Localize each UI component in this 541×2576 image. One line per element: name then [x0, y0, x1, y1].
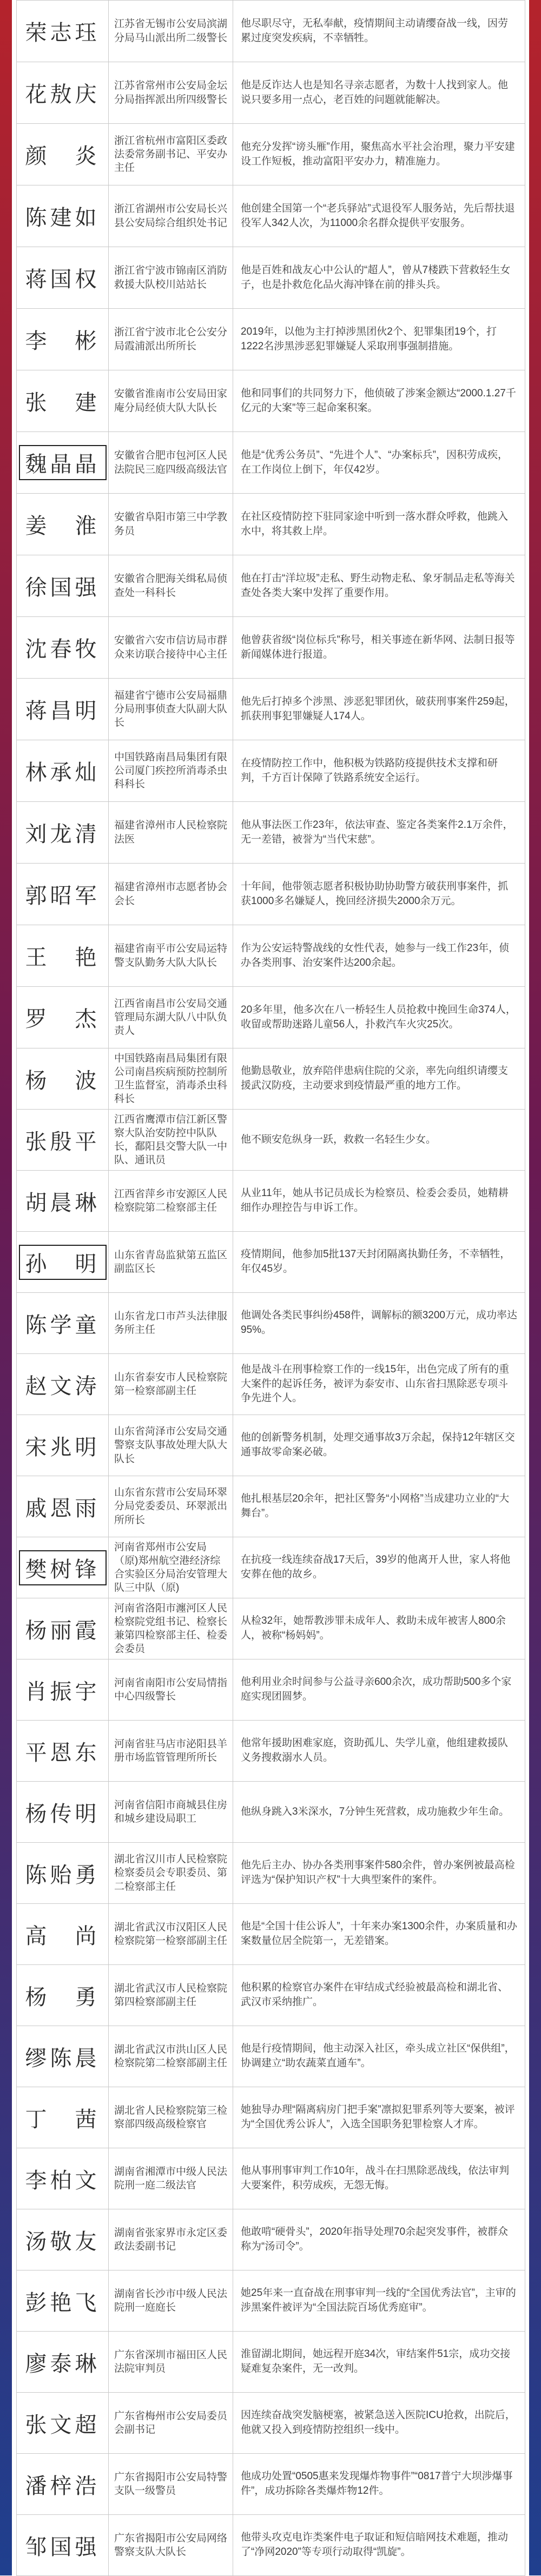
work-unit-text: 湖北省武汉市人民检察院第四检察部副主任	[114, 1982, 228, 2008]
unit-cell	[109, 1354, 233, 1415]
name-cell	[17, 247, 109, 309]
table-row	[17, 1721, 525, 1782]
deed-text: 他成功处置“0505惠来发现爆炸物事件”“0817普宁大坝涉爆事件”，成功拆除各类爆炸物12件。	[241, 2471, 513, 2497]
name-cell	[17, 2393, 109, 2454]
name-cell	[17, 925, 109, 987]
work-unit-text: 湖北省汉川市人民检察院检察委员会专职委员、第二检察部主任	[114, 1854, 228, 1893]
work-unit-text: 浙江省湖州市公安局长兴县公安局综合组织处书记	[114, 203, 228, 229]
person-name: 胡晨琳	[25, 1190, 100, 1216]
table-row	[17, 1354, 525, 1415]
table-row	[17, 309, 525, 370]
deed-text: 在疫情防控工作中，他积极为铁路防疫提供技术支撑和研判，千方百计保障了铁路系统安全运行。	[241, 757, 498, 784]
table-row	[17, 432, 525, 494]
work-unit-text: 河南省郑州市公安局（原)郑州航空港经济综合实验区分局治安管理大队三中队（原)	[114, 1541, 228, 1594]
table-row	[17, 62, 525, 124]
deed-cell	[233, 185, 525, 247]
table-row	[17, 1, 525, 62]
unit-cell	[109, 2515, 233, 2576]
table-row	[17, 2393, 525, 2454]
unit-cell	[109, 1598, 233, 1659]
table-row	[17, 185, 525, 247]
deed-text: 因连续奋战突发脑梗塞，被紧急送入医院ICU抢救，出院后，他就又投入到疫情防控组织一线中。	[241, 2409, 516, 2435]
unit-cell	[109, 2026, 233, 2087]
person-name: 赵文涛	[25, 1373, 100, 1399]
table-row	[17, 2209, 525, 2270]
honor-roll-sheet	[16, 0, 525, 2575]
deed-text: 他常年援助困难家庭，资助孤儿、失学儿童，他组建救援队义务搜救溺水人员。	[241, 1737, 509, 1763]
honor-roll-table	[16, 0, 525, 2576]
work-unit-text: 广东省深圳市福田区人民法院审判员	[114, 2349, 228, 2374]
name-cell	[17, 987, 109, 1048]
deed-text: 他是战斗在刑事检察工作的一线15年，出色完成了所有的重大案件的起诉任务，被评为泰安市、山东省扫黑除恶专项斗争先进个人。	[241, 1364, 510, 1404]
table-row	[17, 1110, 525, 1171]
unit-cell	[109, 432, 233, 494]
deed-cell	[233, 1965, 525, 2026]
table-row	[17, 1171, 525, 1232]
name-cell	[17, 309, 109, 370]
person-name: 蒋国权	[25, 267, 100, 292]
deed-text: 他勤恳敬业，放弃陪伴患病住院的父亲，率先向组织请缨支援武汉防疫，主动要求到疫情最严重的地方工作。	[241, 1065, 509, 1091]
deed-cell	[233, 2270, 525, 2332]
deed-text: 2019年，以他为主打掉涉黑团伙2个、犯罪集团19个，打1222名涉黑涉恶犯罪嫌疑人采取刑事强制措施。	[241, 326, 497, 352]
name-cell	[17, 864, 109, 925]
work-unit-text: 福建省南平市公安局运特警支队勤务大队大队长	[114, 943, 228, 968]
deed-text: 他先后打掉多个涉黑、涉恶犯罪团伙，破获刑事案件259起，抓获刑事犯罪嫌疑人174人。	[241, 695, 515, 722]
work-unit-text: 山东省泰安市人民检察院第一检察部副主任	[114, 1371, 228, 1397]
person-name: 荣志珏	[25, 21, 100, 45]
name-cell	[17, 1965, 109, 2026]
left-decorative-band	[0, 0, 12, 2575]
unit-cell	[109, 679, 233, 740]
deed-text: 他从事刑事审判工作10年，战斗在扫黑除恶战线，依法审判大要案件，积劳成疾，无怨无悔。	[241, 2165, 510, 2191]
work-unit-text: 湖北省武汉市洪山区人民检察院第二检察部副主任	[114, 2043, 228, 2069]
table-row	[17, 802, 525, 864]
deed-cell	[233, 555, 525, 617]
person-name: 肖振宇	[25, 1679, 100, 1704]
work-unit-text: 江西省南昌市公安局交通管理局东湖大队八中队负责人	[114, 998, 228, 1037]
person-name: 林承灿	[25, 760, 100, 785]
deed-cell	[233, 617, 525, 679]
work-unit-text: 山东省青岛监狱第五监区副监区长	[114, 1249, 228, 1274]
table-row	[17, 925, 525, 987]
unit-cell	[109, 370, 233, 432]
deed-text: 作为公安运特警战线的女性代表，她参与一线工作23年，侦办各类刑事、治安案件达200余起。	[241, 942, 510, 968]
name-cell	[17, 679, 109, 740]
deed-cell	[233, 1598, 525, 1659]
deed-text: 他是行疫情期间，他主动深入社区，牵头成立社区“保供组”，协调建立“助农蔬菜直通车”。	[241, 2043, 515, 2069]
table-row	[17, 555, 525, 617]
deed-text: 20多年里，他多次在八一桥轻生人员抢救中挽回生命374人，收留或帮助迷路儿童56人，扑救汽车火灾25次。	[241, 1004, 516, 1030]
person-name: 李 彬	[25, 329, 100, 354]
person-name: 陈建如	[25, 205, 100, 230]
deed-cell	[233, 370, 525, 432]
deed-text: 他尽职尽守，无私奉献，疫情期间主动请缨奋战一线，因劳累过度突发疾病，不幸牺牲。	[241, 17, 509, 44]
name-cell	[17, 1048, 109, 1110]
name-cell	[17, 2209, 109, 2270]
name-cell	[17, 494, 109, 555]
person-name: 缪陈晨	[25, 2046, 100, 2071]
deed-text: 在社区疫情防控下驻同家途中听到一落水群众呼救，他跳入水中，将其救上岸。	[241, 510, 509, 537]
table-row	[17, 1965, 525, 2026]
person-name: 沈春牧	[25, 637, 100, 662]
deed-cell	[233, 2454, 525, 2515]
unit-cell	[109, 1048, 233, 1110]
deed-cell	[233, 1782, 525, 1843]
deed-cell	[233, 1, 525, 62]
deed-text: 十年间，他带领志愿者积极协助协助警方破获刑事案件，抓获1000多名嫌疑人，挽回经济损失2000余万元。	[241, 880, 509, 907]
person-name: 罗 杰	[25, 1007, 100, 1032]
unit-cell	[109, 1110, 233, 1171]
person-name: 花敖庆	[25, 82, 100, 107]
unit-cell	[109, 185, 233, 247]
table-row	[17, 2087, 525, 2148]
person-name: 廖泰琳	[25, 2351, 100, 2376]
unit-cell	[109, 740, 233, 802]
deed-cell	[233, 62, 525, 124]
name-cell	[17, 2454, 109, 2515]
work-unit-text: 广东省揭阳市公安局特警支队一级警员	[114, 2471, 228, 2497]
work-unit-text: 河南省洛阳市瀍河区人民检察院党组书记、检察长兼第四检察部主任、检委会委员	[114, 1602, 228, 1655]
person-name: 陈学童	[25, 1312, 100, 1338]
deed-text: 淮留湖北期间，她远程开庭34次，审结案件51宗，成功交接疑难复杂案件，无一改判。	[241, 2348, 511, 2374]
name-cell	[17, 370, 109, 432]
unit-cell	[109, 802, 233, 864]
work-unit-text: 河南省南阳市公安局情指中心四级警长	[114, 1677, 228, 1702]
work-unit-text: 中国铁路南昌局集团有限公司南昌疾病预防控制所卫生监督室，消毒杀虫科科长	[114, 1052, 228, 1105]
unit-cell	[109, 309, 233, 370]
deed-cell	[233, 1843, 525, 1904]
deed-text: 他是反诈达人也是知名寻亲志愿者，为数十人找到家人。他说只要多用一点心，老百姓的问题就能解决。	[241, 79, 509, 105]
work-unit-text: 福建省漳州市志愿者协会会长	[114, 881, 228, 907]
name-cell	[17, 2026, 109, 2087]
table-row	[17, 1537, 525, 1598]
unit-cell	[109, 2087, 233, 2148]
deed-text: 他创建全国第一个“老兵驿站”式退役军人服务站，先后帮扶退役军人342人次，为11000余名群众提供平安服务。	[241, 202, 515, 229]
deed-cell	[233, 2515, 525, 2576]
person-name: 姜 淮	[25, 514, 100, 539]
work-unit-text: 福建省宁德市公安局福鼎分局刑事侦查大队副大队长	[114, 689, 228, 729]
unit-cell	[109, 1537, 233, 1598]
deed-cell	[233, 1721, 525, 1782]
person-name: 刘龙清	[25, 822, 100, 847]
name-cell	[17, 1659, 109, 1721]
unit-cell	[109, 494, 233, 555]
name-cell	[17, 1, 109, 62]
table-row	[17, 1415, 525, 1476]
deed-cell	[233, 432, 525, 494]
name-cell	[17, 1354, 109, 1415]
table-row	[17, 864, 525, 925]
person-name: 张殷平	[25, 1129, 100, 1154]
deed-cell	[233, 1415, 525, 1476]
deed-text: 他先后主办、协办各类刑事案件580余件，曾办案例被最高检评选为“保护知识产权”十大典型案件的案件。	[241, 1860, 515, 1885]
deed-text: 他不顾安危纵身一跃，救救一名轻生少女。	[241, 1133, 437, 1145]
unit-cell	[109, 1476, 233, 1537]
deed-text: 她独导办理“隔离病房门把手案”凛拟犯罪系列等大要案，被评为“全国优秀公诉人”，入选全国职务犯罪检察人才库。	[241, 2104, 515, 2130]
unit-cell	[109, 555, 233, 617]
deed-cell	[233, 1537, 525, 1598]
table-row	[17, 679, 525, 740]
person-name: 杨 勇	[25, 1984, 100, 2010]
deed-text: 他调处各类民事纠纷458件，调解标的额3200万元，成功率达95%。	[241, 1310, 517, 1336]
work-unit-text: 福建省漳州市人民检察院法医	[114, 820, 228, 845]
unit-cell	[109, 2393, 233, 2454]
deed-text: 他是“优秀公务员”、“先进个人”、“办案标兵”，因积劳成疾，在工作岗位上倒下，年仅42岁。	[241, 449, 508, 475]
unit-cell	[109, 987, 233, 1048]
deed-text: 他曾获省级“岗位标兵”称号，相关事迹在新华网、法制日报等新闻媒体进行报道。	[241, 634, 515, 660]
work-unit-text: 浙江省杭州市富阳区委政法委常务副书记、平安办主任	[114, 135, 228, 174]
person-name: 汤敬友	[25, 2229, 100, 2254]
person-name: 李柏文	[25, 2168, 100, 2193]
deed-cell	[233, 740, 525, 802]
deed-text: 他利用业余时间参与公益寻亲600余次，成功帮助500多个家庭实现团圆梦。	[241, 1676, 512, 1702]
table-row	[17, 987, 525, 1048]
name-cell	[17, 1598, 109, 1659]
table-row	[17, 1782, 525, 1843]
deed-text: 在抗疫一线连续奋战17天后，39岁的他离开人世，家人将他安葬在他的故乡。	[241, 1554, 511, 1580]
work-unit-text: 广东省梅州市公安局委员会副书记	[114, 2410, 228, 2435]
name-cell	[17, 1415, 109, 1476]
name-cell	[17, 1476, 109, 1537]
person-name: 张文超	[25, 2412, 100, 2438]
unit-cell	[109, 2270, 233, 2332]
deed-cell	[233, 1048, 525, 1110]
name-cell	[17, 2148, 109, 2209]
table-row	[17, 1232, 525, 1293]
deed-text: 他和同事们的共同努力下，他侦破了涉案金额达“2000.1.27千亿元的大案”等三起命案积案。	[241, 387, 516, 414]
deed-text: 疫情期间，他参加5批137天封闭隔离执勤任务，不幸牺牲，年仅45岁。	[241, 1249, 511, 1274]
work-unit-text: 河南省信阳市商城县住房和城乡建设局职工	[114, 1799, 228, 1824]
unit-cell	[109, 62, 233, 124]
table-row	[17, 1048, 525, 1110]
deed-cell	[233, 1171, 525, 1232]
deed-cell	[233, 247, 525, 309]
deed-text: 他是“全国十佳公诉人”，十年来办案1300余件，办案质量和办案数量位居全院第一，无差错案。	[241, 1921, 517, 1947]
deed-cell	[233, 987, 525, 1048]
work-unit-text: 山东省龙口市芦头法律服务所主任	[114, 1310, 228, 1336]
deed-cell	[233, 802, 525, 864]
deed-text: 他是百姓和战友心中公认的“超人”，曾从7楼跌下营救轻生女子，也是扑救危化品火海冲锋在前的排头兵。	[241, 264, 511, 290]
work-unit-text: 安徽省合肥市包河区人民法院民三庭四级高级法官	[114, 450, 228, 475]
name-cell	[17, 1782, 109, 1843]
person-name: 魏晶晶	[19, 445, 107, 480]
deed-cell	[233, 309, 525, 370]
deed-cell	[233, 2393, 525, 2454]
unit-cell	[109, 1965, 233, 2026]
work-unit-text: 江苏省常州市公安局金坛分局指挥派出所四级警长	[114, 80, 228, 105]
person-name: 徐国强	[25, 575, 100, 600]
deed-cell	[233, 925, 525, 987]
right-decorative-band	[529, 0, 541, 2575]
name-cell	[17, 1293, 109, 1354]
table-row	[17, 2515, 525, 2576]
person-name: 杨丽霞	[25, 1618, 100, 1643]
deed-text: 他扎根基层20余年，把社区警务“小网格”当成建功立业的“大舞台”。	[241, 1493, 510, 1519]
unit-cell	[109, 2148, 233, 2209]
deed-cell	[233, 1904, 525, 1965]
unit-cell	[109, 2454, 233, 2515]
name-cell	[17, 432, 109, 494]
unit-cell	[109, 864, 233, 925]
deed-text: 他充分发挥“谤头雁”作用，聚焦高水平社会治理，聚力平安建设工作短板，推动富阳平安办力，精准施力。	[241, 141, 515, 167]
work-unit-text: 湖南省张家界市永定区委政法委副书记	[114, 2227, 228, 2252]
deed-text: 她25年来一直奋战在刑事审判一线的“全国优秀法官”，主审的涉黑案件被评为“全国法院百场优秀庭审”。	[241, 2287, 516, 2313]
name-cell	[17, 124, 109, 185]
person-name: 杨 波	[25, 1068, 100, 1093]
deed-cell	[233, 2209, 525, 2270]
name-cell	[17, 2332, 109, 2393]
person-name: 潘梓浩	[25, 2473, 100, 2499]
deed-text: 他的创新警务机制，处理交通事故3万余起，保持12年辖区交通事故零命案必破。	[241, 1432, 515, 1458]
person-name: 彭艳飞	[25, 2290, 100, 2315]
deed-cell	[233, 1110, 525, 1171]
name-cell	[17, 1721, 109, 1782]
deed-cell	[233, 2148, 525, 2209]
unit-cell	[109, 124, 233, 185]
name-cell	[17, 802, 109, 864]
work-unit-text: 湖南省长沙市中级人民法院刑一庭庭长	[114, 2288, 228, 2313]
work-unit-text: 浙江省宁波市北仑公安分局霞浦派出所所长	[114, 327, 228, 352]
work-unit-text: 江西省鹰潭市信江新区警察大队治安防控中队队长，鄱阳县交警大队一中队、通讯员	[114, 1113, 228, 1166]
table-row	[17, 1598, 525, 1659]
deed-cell	[233, 1354, 525, 1415]
work-unit-text: 广东省揭阳市公安局网络警察支队大队长	[114, 2532, 228, 2558]
table-row	[17, 494, 525, 555]
deed-cell	[233, 679, 525, 740]
unit-cell	[109, 1171, 233, 1232]
person-name: 蒋昌明	[25, 699, 100, 723]
deed-cell	[233, 864, 525, 925]
name-cell	[17, 2515, 109, 2576]
table-row	[17, 1904, 525, 1965]
name-cell	[17, 1904, 109, 1965]
unit-cell	[109, 1843, 233, 1904]
deed-text: 他在打击“洋垃圾”走私、野生动物走私、象牙制品走私等海关查处各类大案中发挥了重要作用。	[241, 572, 515, 599]
honor-roll-rows	[17, 1, 525, 2576]
work-unit-text: 湖南省湘潭市中级人民法院刑一庭二级法官	[114, 2166, 228, 2191]
person-name: 邹国强	[25, 2534, 100, 2560]
unit-cell	[109, 617, 233, 679]
name-cell	[17, 1171, 109, 1232]
name-cell	[17, 617, 109, 679]
deed-cell	[233, 2026, 525, 2087]
name-cell	[17, 1843, 109, 1904]
name-cell	[17, 1537, 109, 1598]
unit-cell	[109, 247, 233, 309]
name-cell	[17, 2087, 109, 2148]
work-unit-text: 湖北省武汉市汉阳区人民检察院第一检察部副主任	[114, 1921, 228, 1947]
unit-cell	[109, 1415, 233, 1476]
table-row	[17, 247, 525, 309]
deed-cell	[233, 1232, 525, 1293]
work-unit-text: 安徽省合肥海关缉私局侦查处一科科长	[114, 573, 228, 599]
name-cell	[17, 555, 109, 617]
person-name: 郭昭军	[25, 884, 100, 908]
person-name: 高 尚	[25, 1923, 100, 1949]
person-name: 丁 茜	[25, 2107, 100, 2132]
table-row	[17, 370, 525, 432]
unit-cell	[109, 1293, 233, 1354]
table-row	[17, 124, 525, 185]
unit-cell	[109, 1904, 233, 1965]
unit-cell	[109, 1659, 233, 1721]
deed-cell	[233, 1659, 525, 1721]
work-unit-text: 安徽省淮南市公安局田家庵分局经侦大队大队长	[114, 388, 228, 414]
name-cell	[17, 1232, 109, 1293]
deed-text: 他积累的检察官办案件在审结成式经验被最高检和湖北省、武汉市采纳推广。	[241, 1982, 509, 2008]
unit-cell	[109, 1721, 233, 1782]
table-row	[17, 2454, 525, 2515]
deed-cell	[233, 2087, 525, 2148]
table-row	[17, 2270, 525, 2332]
deed-text: 他敢啃“硬骨头”，2020年指导处理70余起突发事件，被群众称为“汤司令”。	[241, 2226, 509, 2252]
deed-cell	[233, 494, 525, 555]
table-row	[17, 2026, 525, 2087]
table-row	[17, 1843, 525, 1904]
work-unit-text: 湖北省人民检察院第三检察部四级高级检察官	[114, 2104, 228, 2130]
work-unit-text: 浙江省宁波市锦南区消防救援大队校川站站长	[114, 265, 228, 290]
work-unit-text: 江苏省无锡市公安局滨湖分局马山派出所二级警长	[114, 18, 228, 44]
person-name: 陈贻勇	[25, 1862, 100, 1888]
unit-cell	[109, 2332, 233, 2393]
unit-cell	[109, 2209, 233, 2270]
deed-cell	[233, 124, 525, 185]
name-cell	[17, 185, 109, 247]
work-unit-text: 河南省驻马店市泌阳县羊册市场监管管理所所长	[114, 1738, 228, 1763]
work-unit-text: 安徽省六安市信访局市群众来访联合接待中心主任	[114, 635, 228, 660]
deed-cell	[233, 1476, 525, 1537]
name-cell	[17, 1110, 109, 1171]
unit-cell	[109, 1782, 233, 1843]
deed-text: 他带头攻克电诈类案件电子取证和短信暗网技术难题，推动了“净网2020”等专项行动取得“凯旋”。	[241, 2532, 509, 2558]
unit-cell	[109, 1, 233, 62]
deed-cell	[233, 2332, 525, 2393]
work-unit-text: 山东省菏泽市公安局交通警察支队事故处理大队大队长	[114, 1426, 228, 1465]
work-unit-text: 中国铁路南昌局集团有限公司厦门疾控所消毒杀虫科科长	[114, 751, 228, 791]
work-unit-text: 安徽省阜阳市第三中学教务员	[114, 512, 228, 537]
person-name: 颜 炎	[25, 144, 100, 169]
person-name: 平恩东	[25, 1740, 100, 1765]
person-name: 张 建	[25, 390, 100, 415]
person-name: 王 艳	[25, 945, 100, 970]
deed-text: 他纵身跳入3米深水，7分钟生死营救，成功施救少年生命。	[241, 1805, 510, 1817]
table-row	[17, 2332, 525, 2393]
person-name: 戚恩雨	[25, 1496, 100, 1521]
name-cell	[17, 2270, 109, 2332]
table-row	[17, 1476, 525, 1537]
person-name: 杨传明	[25, 1801, 100, 1827]
deed-cell	[233, 1293, 525, 1354]
deed-text: 从业11年，她从书记员成长为检察员、检委会委员，她精耕细作办理控告与申诉工作。	[241, 1187, 509, 1213]
table-row	[17, 740, 525, 802]
person-name: 樊树锋	[19, 1550, 107, 1585]
table-row	[17, 617, 525, 679]
table-row	[17, 1659, 525, 1721]
deed-text: 他从事法医工作23年，依法审查、鉴定各类案件2.1万余件，无一差错，被誉为“当代宋慈”。	[241, 819, 513, 845]
work-unit-text: 山东省东营市公安局环翠分局党委委员、环翠派出所所长	[114, 1487, 228, 1526]
table-row	[17, 2148, 525, 2209]
person-name: 宋兆明	[25, 1435, 100, 1460]
table-row	[17, 1293, 525, 1354]
unit-cell	[109, 1232, 233, 1293]
name-cell	[17, 740, 109, 802]
deed-text: 从检32年，她帮教涉罪未成年人、救助未成年被害人800余人，被称“杨妈妈”。	[241, 1615, 506, 1641]
work-unit-text: 江西省萍乡市安源区人民检察院第二检察部主任	[114, 1188, 228, 1213]
name-cell	[17, 62, 109, 124]
person-name: 孙 明	[19, 1245, 107, 1280]
unit-cell	[109, 925, 233, 987]
